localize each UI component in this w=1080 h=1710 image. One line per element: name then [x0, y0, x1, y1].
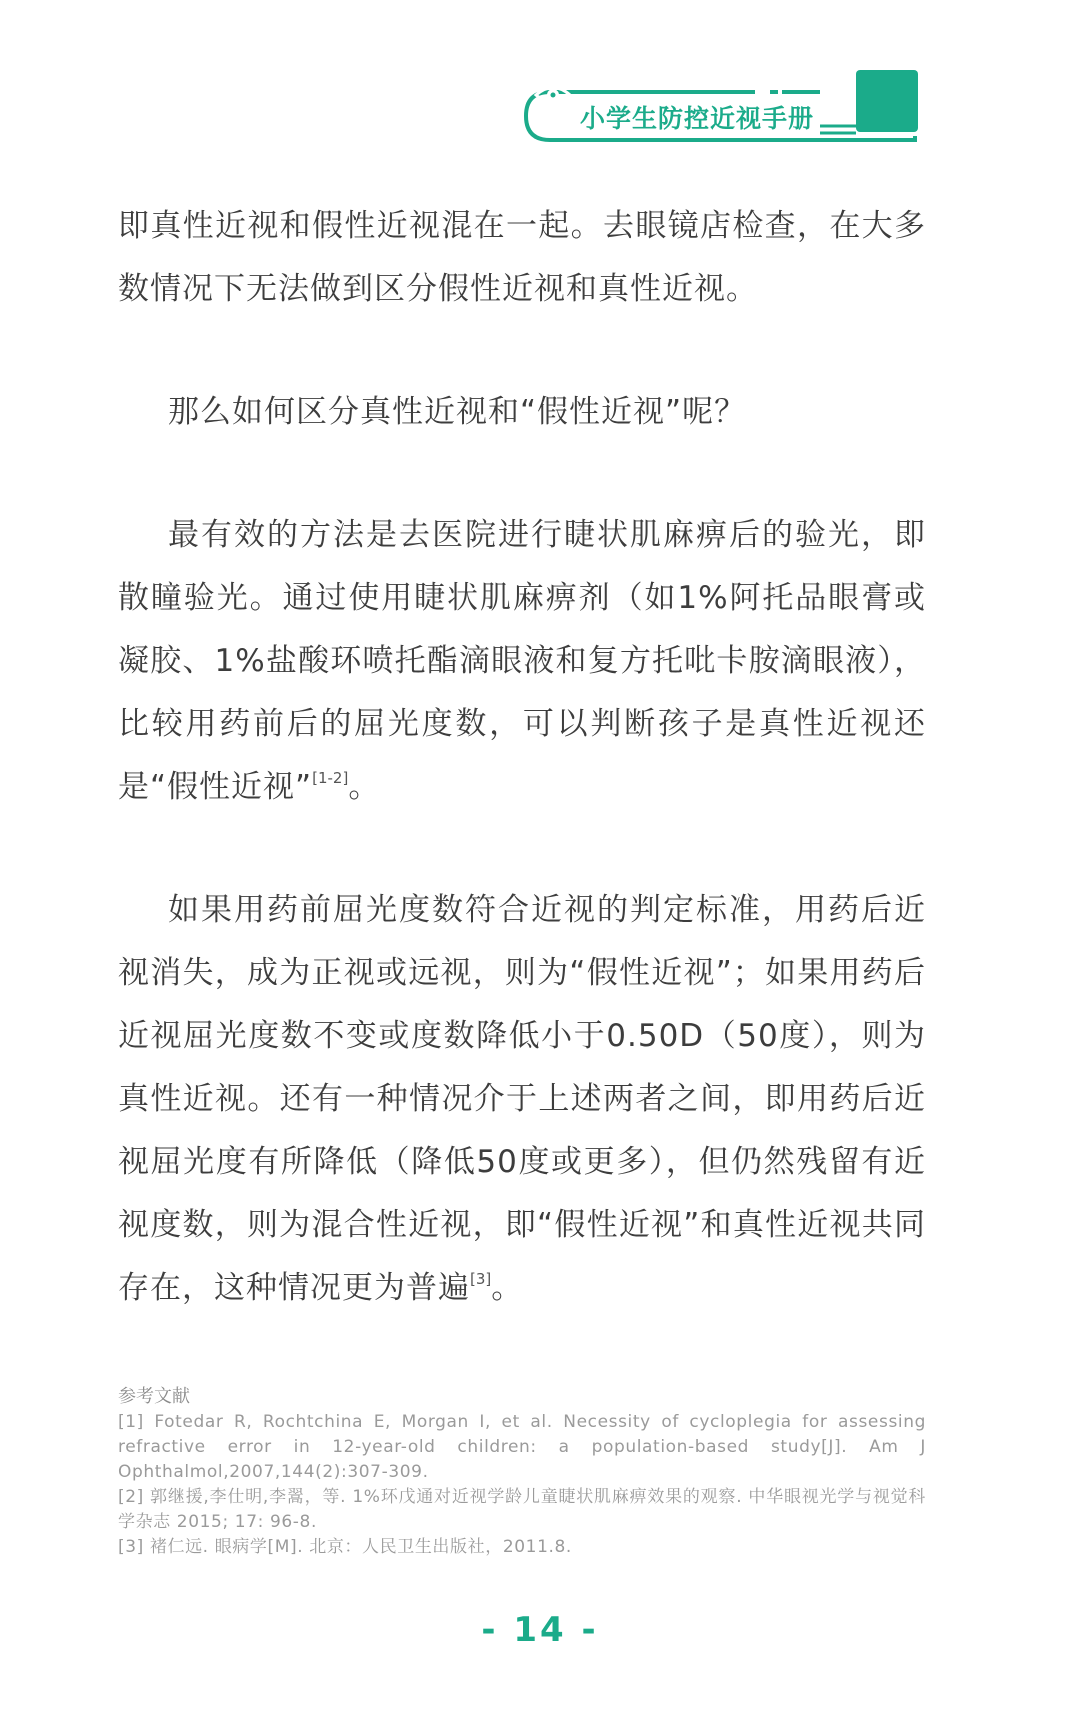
- paragraph-3-text: 最有效的方法是去医院进行睫状肌麻痹后的验光，即散瞳验光。通过使用睫状肌麻痹剂（如1%阿托品眼膏或凝胶、1%盐酸环喷托酯滴眼液和复方托吡卡胺滴眼液），比较用药前后的屈光度数，可以判断孩子是真性近视还是“假性近视”: [118, 517, 926, 805]
- paragraph-4-end: 。: [491, 1270, 524, 1306]
- header-badge: [520, 66, 930, 156]
- page-number: - 14 -: [481, 1610, 599, 1650]
- paragraph-2-text: 那么如何区分真性近视和“假性近视”呢？: [168, 394, 747, 430]
- citation-1-2: [1-2]: [312, 769, 349, 787]
- eye-icon: [520, 66, 586, 132]
- paragraph-1: [118, 195, 926, 321]
- references: [118, 1384, 926, 1560]
- paragraph-3-end: 。: [348, 769, 381, 805]
- paragraph-3: [118, 504, 926, 819]
- paragraph-4-text: 如果用药前屈光度数符合近视的判定标准，用药后近视消失，成为正视或远视，则为“假性近视”；如果用药后近视屈光度数不变或度数降低小于0.50D（50度），则为真性近视。还有一种情况介于上述两者之间，即用药后近视屈光度有所降低（降低50度或更多），但仍然残留有近视度数，则为混合性近视，即“假性近视”和真性近视共同存在，这种情况更为普遍: [118, 892, 926, 1306]
- reference-item-1: [1] Fotedar R, Rochtchina E, Morgan I, et al. Necessity of cycloplegia for assessing refractive error in 12-year-old children: a population-based study[J]. Am J Ophthalmol,2007,144(2):307-309.: [118, 1412, 926, 1482]
- citation-3: [3]: [470, 1270, 492, 1288]
- paragraph-1-text: 即真性近视和假性近视混在一起。去眼镜店检查，在大多数情况下无法做到区分假性近视和真性近视。: [118, 208, 926, 307]
- paragraph-4: [118, 879, 926, 1320]
- body-content: [118, 195, 926, 1320]
- reference-item-2: [2] 郭继援,李仕明,李翯，等. 1%环戊通对近视学龄儿童睫状肌麻痹效果的观察. 中华眼视光学与视觉科学杂志 2015; 17: 96-8.: [118, 1487, 926, 1532]
- paragraph-2: [118, 381, 926, 444]
- references-heading: 参考文献: [118, 1386, 190, 1407]
- header-title: 小学生防控近视手册: [579, 104, 814, 133]
- reference-item-3: [3] 褚仁远. 眼病学[M]. 北京：人民卫生出版社，2011.8.: [118, 1537, 572, 1557]
